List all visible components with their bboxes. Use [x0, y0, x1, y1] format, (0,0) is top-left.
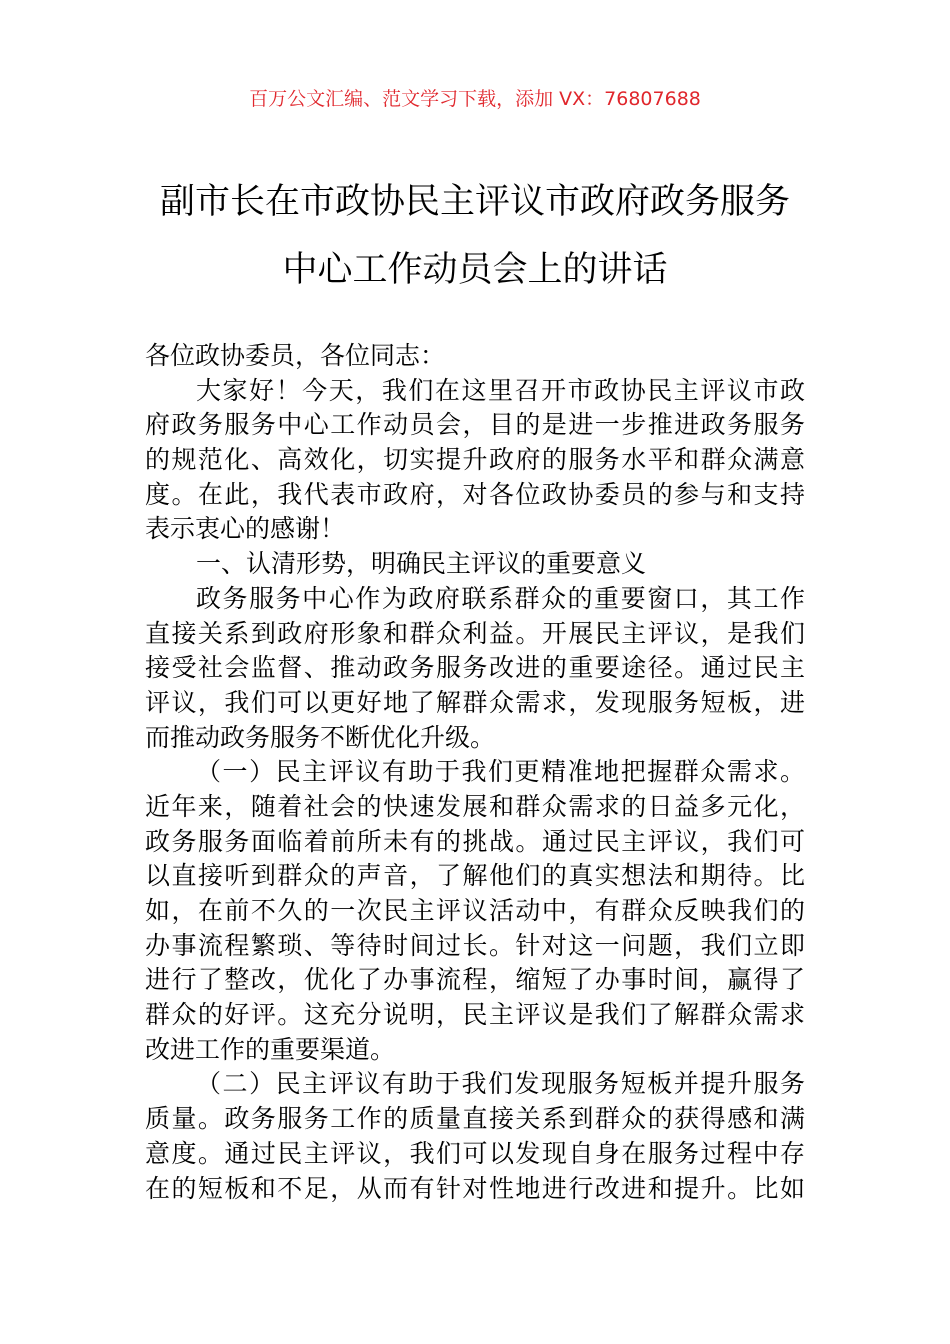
text-line: 群众的好评。这充分说明，民主评议是我们了解群众需求: [145, 1000, 805, 1030]
paragraph: [145, 547, 805, 582]
paragraph: [145, 374, 805, 547]
text-line: 政务服务中心作为政府联系群众的重要窗口，其工作: [196, 583, 805, 613]
paragraph: [145, 755, 805, 1067]
text-line: 府政务服务中心工作动员会，目的是进一步推进政务服务: [145, 410, 805, 440]
text-line: 以直接听到群众的声音，了解他们的真实想法和期待。比: [145, 861, 805, 891]
text-line: 意度。通过民主评议，我们可以发现自身在服务过程中存: [145, 1138, 805, 1168]
text-line: 近年来，随着社会的快速发展和群众需求的日益多元化，: [145, 791, 805, 821]
paragraph: [145, 1067, 805, 1206]
text-line: 在的短板和不足，从而有针对性地进行改进和提升。比如: [145, 1173, 805, 1203]
text-line: 直接关系到政府形象和群众利益。开展民主评议，是我们: [145, 618, 805, 648]
text-line: 各位政协委员，各位同志：: [145, 341, 446, 370]
text-line: 质量。政务服务工作的质量直接关系到群众的获得感和满: [145, 1104, 805, 1134]
text-line: 表示衷心的感谢！: [145, 514, 346, 544]
text-line: （一）民主评议有助于我们更精准地把握群众需求。: [196, 757, 805, 787]
text-line: 如，在前不久的一次民主评议活动中，有群众反映我们的: [145, 896, 805, 925]
watermark-header: 百万公文汇编、范文学习下载，添加 VX：76807688: [249, 88, 701, 110]
document-title-line-1: 副市长在市政协民主评议市政府政务服务: [159, 182, 790, 222]
document-body: [145, 339, 805, 1206]
text-line: 办事流程繁琐、等待时间过长。针对这一问题，我们立即: [145, 930, 805, 960]
text-line: 评议，我们可以更好地了解群众需求，发现服务短板，进: [145, 687, 805, 717]
text-line: 度。在此，我代表市政府，对各位政协委员的参与和支持: [145, 479, 805, 509]
text-line: 大家好！今天，我们在这里召开市政协民主评议市政: [196, 375, 805, 405]
document-title-line-2: 中心工作动员会上的讲话: [282, 250, 668, 290]
paragraph: [145, 582, 805, 755]
text-line: 政务服务面临着前所未有的挑战。通过民主评议，我们可: [145, 826, 805, 856]
text-line: 接受社会监督、推动政务服务改进的重要途径。通过民主: [145, 653, 805, 683]
text-line: （二）民主评议有助于我们发现服务短板并提升服务: [196, 1069, 805, 1099]
text-line: 一、认清形势，明确民主评议的重要意义: [196, 549, 647, 579]
text-line: 进行了整改，优化了办事流程，缩短了办事时间，赢得了: [145, 965, 805, 995]
text-line: 而推动政务服务不断优化升级。: [145, 722, 496, 752]
paragraph: [145, 339, 805, 374]
text-line: 的规范化、高效化，切实提升政府的服务水平和群众满意: [145, 445, 805, 475]
text-line: 改进工作的重要渠道。: [145, 1034, 396, 1064]
